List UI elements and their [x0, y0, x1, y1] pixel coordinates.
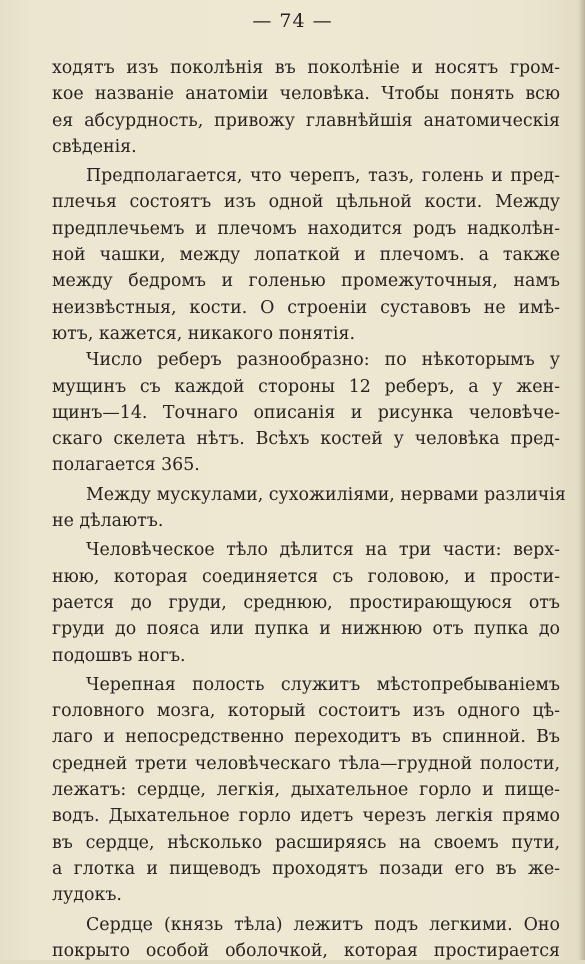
text-line: а глотка и пищеводъ проходятъ позади его въ же-: [52, 856, 560, 882]
paragraph-1: [52, 55, 560, 160]
body-text: [52, 55, 560, 964]
text-line: груди до пояса или пупка и нижнюю отъ пупка до: [52, 616, 560, 642]
text-line: неизвѣстныя, кости. О строеніи суставовъ не имѣ-: [52, 295, 560, 321]
text-line: средней трети человѣческаго тѣла—грудной полости,: [52, 751, 560, 777]
text-line: лаго и непосредственно переходитъ въ спинной. Въ: [52, 724, 560, 750]
paragraph-3: [52, 347, 560, 478]
text-line: мущинъ съ каждой стороны 12 реберъ, а у жен-: [52, 374, 560, 400]
text-line: между бедромъ и голенью промежуточныя, намъ: [52, 268, 560, 294]
text-line: ной чашки, между лопаткой и плечомъ. а также: [52, 242, 560, 268]
paragraph-4: [52, 482, 560, 535]
text-line: Число реберъ разнообразно: по нѣкоторымъ у: [52, 347, 560, 373]
text-line: свѣденія.: [52, 134, 560, 160]
text-line: водъ. Дыхательное горло идетъ черезъ легкія прямо: [52, 803, 560, 829]
page-number: — 74 —: [0, 10, 585, 32]
text-line: не дѣлаютъ.: [52, 508, 560, 534]
text-line: Предполагается, что черепъ, тазъ, голень и пред-: [52, 163, 560, 189]
text-line: въ сердце, нѣсколько расширяясь на своемъ пути,: [52, 830, 560, 856]
paragraph-2: [52, 163, 560, 347]
text-line: плечья состоятъ изъ одной цѣльной кости. Между: [52, 189, 560, 215]
text-line: нюю, которая соединяется съ головою, и прости-: [52, 564, 560, 590]
text-line: скаго скелета нѣтъ. Всѣхъ костей у человѣка пред-: [52, 426, 560, 452]
text-line: ея абсурдность, привожу главнѣйшія анатомическія: [52, 108, 560, 134]
text-line: подошвъ ногъ.: [52, 643, 560, 669]
text-line: лудокъ.: [52, 882, 560, 908]
text-line: покрыто особой оболочкой, которая простирается: [52, 938, 560, 964]
text-line: щинъ—14. Точнаго описанія и рисунка человѣче-: [52, 400, 560, 426]
paragraph-7: [52, 912, 560, 964]
spine-shadow: [578, 0, 585, 960]
text-line: кое названіе анатоміи человѣка. Чтобы понять всю: [52, 81, 560, 107]
text-line: предплечьемъ и плечомъ находится родъ надколѣн-: [52, 216, 560, 242]
text-line: рается до груди, среднюю, простирающуюся отъ: [52, 590, 560, 616]
text-line: ходятъ изъ поколѣнія въ поколѣніе и носятъ гром-: [52, 55, 560, 81]
text-line: Между мускулами, сухожиліями, нервами различія: [52, 482, 560, 508]
text-line: Черепная полость служитъ мѣстопребываніемъ: [52, 672, 560, 698]
text-line: Сердце (князь тѣла) лежитъ подъ легкими. Оно: [52, 912, 560, 938]
text-line: Человѣческое тѣло дѣлится на три части: верх-: [52, 537, 560, 563]
text-line: головного мозга, который состоитъ изъ одного цѣ-: [52, 698, 560, 724]
text-line: ютъ, кажется, никакого понятія.: [52, 321, 560, 347]
paragraph-5: [52, 537, 560, 668]
paragraph-6: [52, 672, 560, 909]
text-line: лежатъ: сердце, легкія, дыхательное горло и пище-: [52, 777, 560, 803]
text-line: полагается 365.: [52, 452, 560, 478]
